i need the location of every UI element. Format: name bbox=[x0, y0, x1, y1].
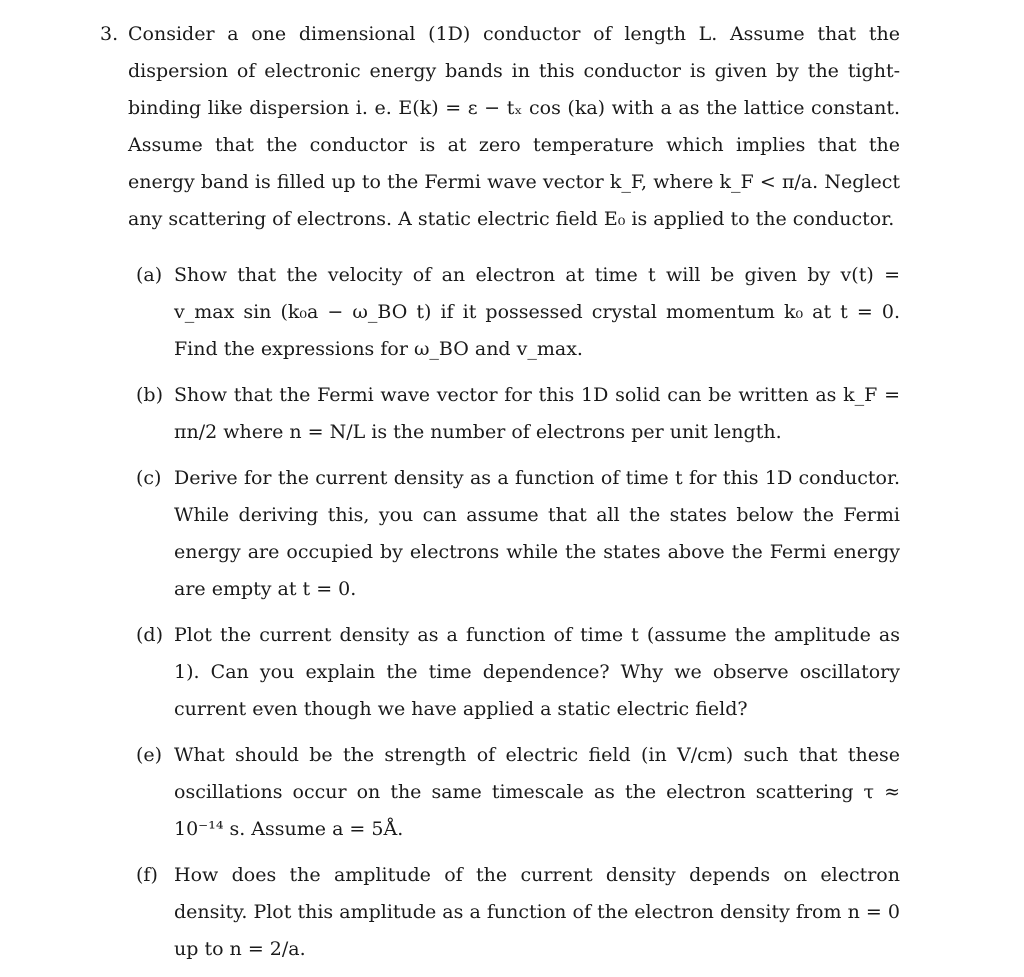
problem-intro: Consider a one dimensional (1D) conductor of length L. Assume that the dispersion of electronic energy bands in this conductor is given by the tight-binding like dispersion i. e. E(k) = ε − tₓ cos (ka) with a as the lattice constant. Assume that the conductor is at zero temperature which implies that the energy band is filled up to the Fermi wave vector k_F, where k_F < π/a. Neglect any scattering of electrons. A static electric field E₀ is applied to the conductor. bbox=[128, 23, 900, 230]
problem-number: 3. bbox=[100, 23, 119, 45]
part-label: (a) bbox=[136, 264, 163, 286]
part-d bbox=[136, 617, 900, 728]
part-text: Plot the current density as a function of time t (assume the amplitude as 1). Can you explain the time dependence? Why we observe oscillatory current even though we have applied a static electric field? bbox=[174, 624, 900, 720]
part-label: (b) bbox=[136, 384, 163, 406]
part-text: How does the amplitude of the current density depends on electron density. Plot this amplitude as a function of the electron density from n = 0 up to n = 2/a. bbox=[174, 864, 900, 960]
part-c bbox=[136, 460, 900, 608]
part-label: (d) bbox=[136, 624, 163, 646]
part-text: What should be the strength of electric field (in V/cm) such that these oscillations occur on the same timescale as the electron scattering τ ≈ 10⁻¹⁴ s. Assume a = 5Å. bbox=[174, 744, 900, 840]
part-text: Show that the velocity of an electron at time t will be given by v(t) = v_max sin (k₀a − ω_BO t) if it possessed crystal momentum k₀ at t = 0. Find the expressions for ω_BO and v_max. bbox=[174, 264, 900, 360]
part-e bbox=[136, 737, 900, 848]
part-a bbox=[136, 257, 900, 368]
part-label: (c) bbox=[136, 467, 162, 489]
problem-parts bbox=[100, 257, 900, 968]
part-label: (e) bbox=[136, 744, 163, 766]
part-b bbox=[136, 377, 900, 451]
problem-3 bbox=[100, 16, 900, 977]
part-text: Derive for the current density as a function of time t for this 1D conductor. While deriving this, you can assume that all the states below the Fermi energy are occupied by electrons while the states above the Fermi energy are empty at t = 0. bbox=[174, 467, 900, 600]
part-text: Show that the Fermi wave vector for this 1D solid can be written as k_F = πn/2 where n = N/L is the number of electrons per unit length. bbox=[174, 384, 900, 443]
part-f bbox=[136, 857, 900, 968]
part-label: (f) bbox=[136, 864, 158, 886]
